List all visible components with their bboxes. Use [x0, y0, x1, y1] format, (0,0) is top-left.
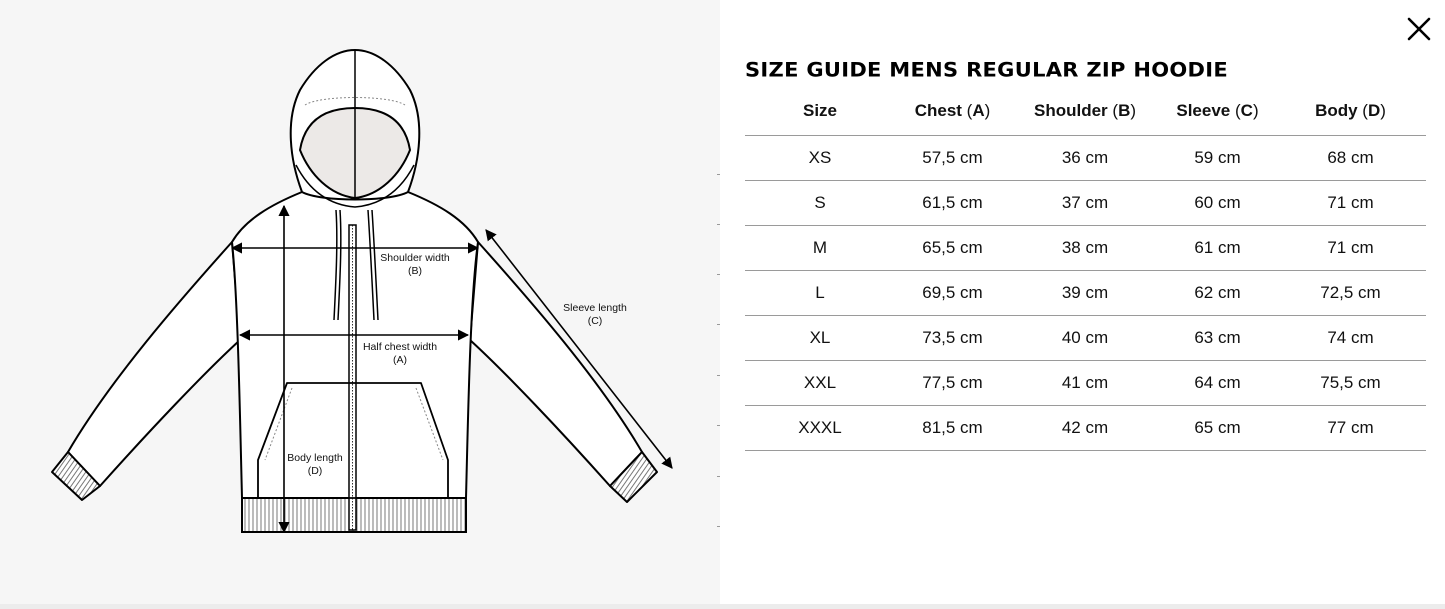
table-header-row	[745, 88, 1426, 135]
chest-cell: 61,5 cm	[895, 180, 1010, 225]
chest-cell: 65,5 cm	[895, 225, 1010, 270]
close-button[interactable]	[1405, 15, 1433, 43]
sleeve-code: (C)	[587, 315, 603, 327]
body-cell: 71 cm	[1275, 225, 1426, 270]
shoulder-cell: 40 cm	[1010, 315, 1160, 360]
shoulder-cell: 41 cm	[1010, 360, 1160, 405]
right-sleeve	[470, 242, 642, 486]
table-row	[745, 225, 1426, 270]
body-cell: 74 cm	[1275, 315, 1426, 360]
sleeve-cell: 59 cm	[1160, 135, 1275, 180]
chest-code: (A)	[393, 354, 407, 366]
body-cell: 77 cm	[1275, 405, 1426, 450]
sleeve-cell: 60 cm	[1160, 180, 1275, 225]
size-table	[745, 88, 1426, 451]
sleeve-cell: 64 cm	[1160, 360, 1275, 405]
size-guide-panel	[720, 0, 1445, 609]
header-body: Body (D)	[1275, 88, 1426, 135]
shoulder-cell: 36 cm	[1010, 135, 1160, 180]
size-cell: M	[745, 225, 895, 270]
body-cell: 71 cm	[1275, 180, 1426, 225]
shoulder-cell: 39 cm	[1010, 270, 1160, 315]
hoodie-diagram-panel	[0, 0, 720, 609]
chest-cell: 77,5 cm	[895, 360, 1010, 405]
sleeve-cell: 62 cm	[1160, 270, 1275, 315]
page-title: SIZE GUIDE MENS REGULAR ZIP HOODIE	[745, 58, 1228, 82]
sleeve-label: Sleeve length	[563, 302, 627, 314]
table-row	[745, 360, 1426, 405]
table-row	[745, 180, 1426, 225]
chest-label: Half chest width	[362, 341, 438, 353]
chest-cell: 81,5 cm	[895, 405, 1010, 450]
bottom-edge	[0, 604, 1445, 609]
sleeve-cell: 65 cm	[1160, 405, 1275, 450]
sleeve-cell: 63 cm	[1160, 315, 1275, 360]
shoulder-cell: 37 cm	[1010, 180, 1160, 225]
header-size: Size	[745, 88, 895, 135]
table-row	[745, 315, 1426, 360]
hoodie-diagram	[0, 0, 720, 609]
chest-cell: 69,5 cm	[895, 270, 1010, 315]
shoulder-cell: 42 cm	[1010, 405, 1160, 450]
body-code: (D)	[307, 465, 323, 477]
size-cell: XS	[745, 135, 895, 180]
header-chest: Chest (A)	[895, 88, 1010, 135]
body-cell: 68 cm	[1275, 135, 1426, 180]
shoulder-cell: 38 cm	[1010, 225, 1160, 270]
close-icon	[1405, 15, 1433, 43]
header-sleeve: Sleeve (C)	[1160, 88, 1275, 135]
table-row	[745, 270, 1426, 315]
left-sleeve	[68, 242, 240, 486]
size-cell: XXXL	[745, 405, 895, 450]
size-cell: XL	[745, 315, 895, 360]
chest-cell: 73,5 cm	[895, 315, 1010, 360]
shoulder-label: Shoulder width	[380, 252, 450, 264]
header-shoulder: Shoulder (B)	[1010, 88, 1160, 135]
table-row	[745, 405, 1426, 450]
size-cell: S	[745, 180, 895, 225]
body-cell: 72,5 cm	[1275, 270, 1426, 315]
chest-cell: 57,5 cm	[895, 135, 1010, 180]
shoulder-code: (B)	[408, 265, 422, 277]
table-row	[745, 135, 1426, 180]
body-label: Body length	[287, 452, 343, 464]
size-cell: XXL	[745, 360, 895, 405]
size-cell: L	[745, 270, 895, 315]
body-cell: 75,5 cm	[1275, 360, 1426, 405]
sleeve-cell: 61 cm	[1160, 225, 1275, 270]
